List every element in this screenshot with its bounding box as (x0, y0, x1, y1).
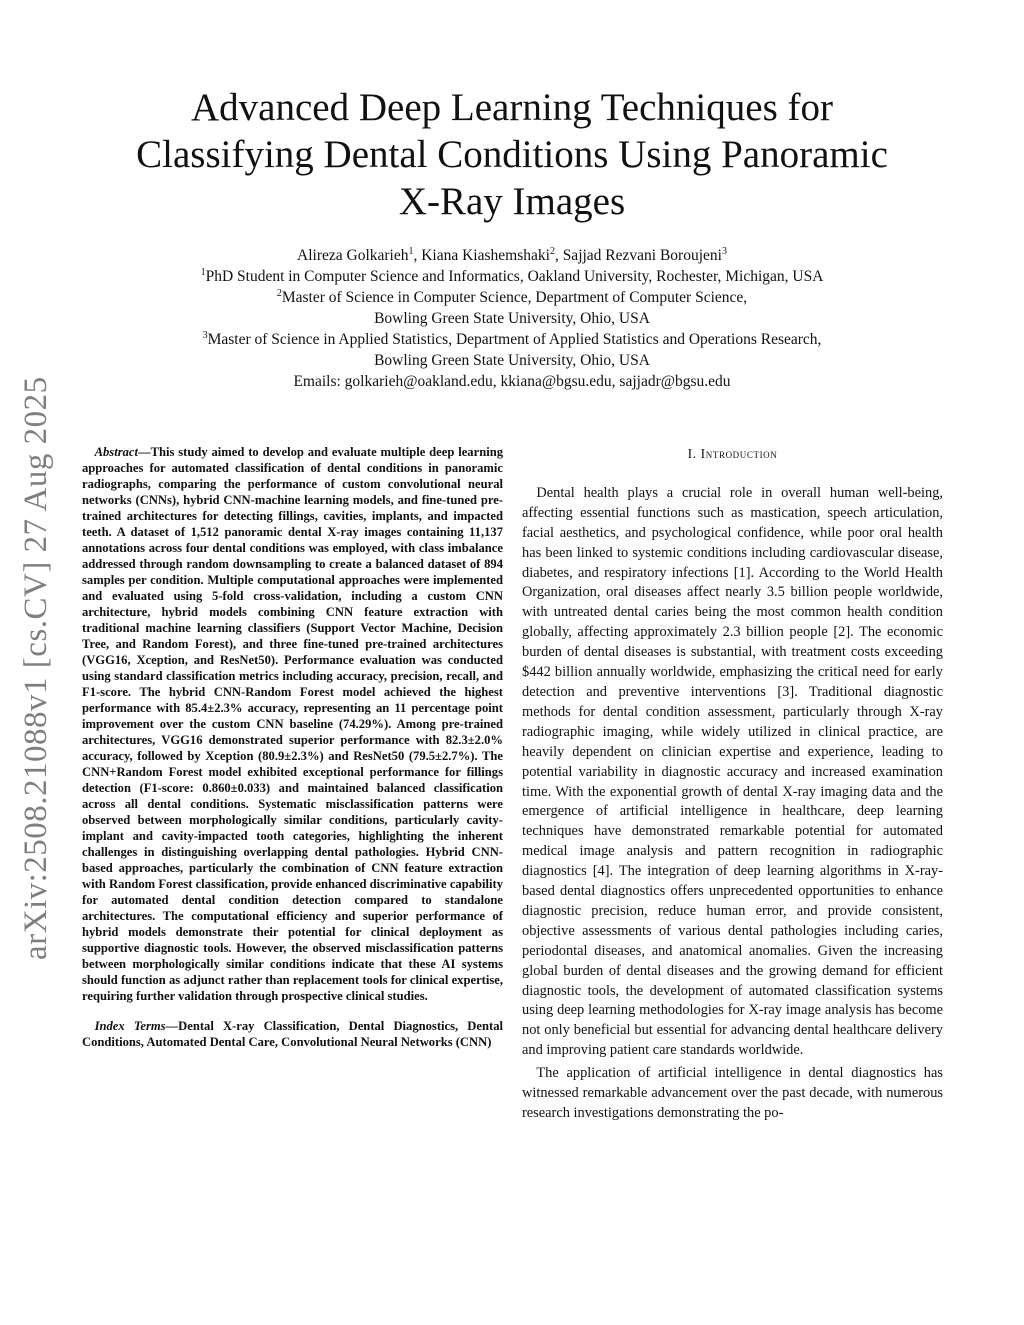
abstract-column (82, 444, 503, 1050)
affiliation-text: Master of Science in Computer Science, Department of Computer Science, (281, 289, 748, 306)
index-terms-text: Dental X-ray Classification, Dental Diagnostics, Dental Conditions, Automated Dental Care, Convolutional Neural Networks (CNN) (82, 1019, 503, 1049)
affiliation-mark: 1 (200, 266, 206, 278)
index-terms-label: Index Terms (94, 1019, 166, 1033)
author-emails: Emails: golkarieh@oakland.edu, kkiana@bgsu.edu, sajjadr@bgsu.edu (293, 373, 731, 390)
affiliation-2 (100, 287, 924, 308)
abstract-dash: — (137, 445, 151, 459)
index-terms (82, 1018, 503, 1050)
author-affiliation-mark: 3 (721, 245, 727, 257)
arxiv-identifier: arXiv:2508.21088v1 [cs.CV] 27 Aug 2025 (18, 376, 54, 960)
author-affiliation-mark: 1 (408, 245, 414, 257)
paper-title (80, 84, 944, 225)
affiliation-3 (100, 329, 924, 350)
title-line: X-Ray Images (398, 180, 626, 223)
abstract-text: This study aimed to develop and evaluate multiple deep learning approaches for automated classification of dental conditions in panoramic radiographs, comparing the performance of custom convolutional neural networks (CNNs), hybrid CNN-machine learning models, and fine-tuned pre-trained architectures for detecting fillings, cavities, implants, and impacted teeth. A dataset of 1,512 panoramic dental X-ray images containing 11,137 annotations across four dental conditions was employed, with class imbalance addressed through random downsampling to create a balanced dataset of 894 samples per condition. Multiple computational approaches were implemented and evaluated using 5-fold cross-validation, including a custom CNN architecture, hybrid models combining CNN feature extraction with traditional machine learning classifiers (Support Vector Machine, Decision Tree, and Random Forest), and three fine-tuned pre-trained architectures (VGG16, Xception, and ResNet50). Performance evaluation was conducted using standard classification metrics including accuracy, precision, recall, and F1-score. The hybrid CNN-Random Forest model achieved the highest performance with 85.4±2.3% accuracy, representing an 11 percentage point improvement over the custom CNN baseline (74.29%). Among pre-trained architectures, VGG16 demonstrated superior performance with 82.3±2.0% accuracy, followed by Xception (80.9±2.3%) and ResNet50 (79.5±2.7%). The CNN+Random Forest model exhibited exceptional performance for fillings detection (F1-score: 0.860±0.033) and maintained balanced classification across all dental conditions. Systematic misclassification patterns were observed between morphologically similar conditions, particularly cavity-implant and cavity-impacted tooth categories, highlighting the inherent challenges in distinguishing overlapping dental pathologies. Hybrid CNN-based approaches, particularly the combination of CNN feature extraction with Random Forest classification, provide enhanced discriminative capability for automated dental condition detection compared to standalone architectures. The computational efficiency and superior performance of hybrid models demonstrate their potential for clinical deployment as supportive diagnostic tools. However, the observed misclassification patterns between morphologically similar conditions indicate that these AI systems should function as adjunct rather than replacement tools for clinical expertise, requiring further validation through prospective clinical studies. (82, 445, 503, 1003)
index-terms-dash: — (165, 1019, 179, 1033)
affiliation-text: Master of Science in Applied Statistics, Department of Applied Statistics and Operations Research, (207, 331, 822, 348)
author-name: Kiana Kiashemshaki (421, 247, 550, 264)
title-line: Classifying Dental Conditions Using Panoramic (136, 133, 888, 176)
abstract-label: Abstract (94, 445, 138, 459)
abstract (82, 444, 503, 1004)
affiliation-mark: 2 (276, 287, 282, 299)
affiliation-1 (100, 266, 924, 287)
affiliation-3-continued: Bowling Green State University, Ohio, USA (374, 352, 650, 369)
affiliation-2-continued: Bowling Green State University, Ohio, USA (374, 310, 650, 327)
author-block (100, 245, 924, 392)
title-line: Advanced Deep Learning Techniques for (191, 86, 833, 129)
author-names: Alireza Golkarieh$^1$, Kiana Kiashemshaki$^2$, Sajjad Rezvani Boroujeni$^3$ (297, 245, 727, 264)
author-name: Sajjad Rezvani Boroujeni (562, 247, 722, 264)
section-heading-introduction: I. Introduction (687, 446, 778, 461)
introduction-column (522, 444, 943, 1124)
author-name: Alireza Golkarieh (297, 247, 409, 264)
paragraph: The application of artificial intelligence in dental diagnostics has witnessed remarkable advancement over the past decade, with numerous research investigations demonstrating the po- (522, 1065, 943, 1121)
affiliation-text: PhD Student in Computer Science and Informatics, Oakland University, Rochester, Michigan, USA (205, 268, 824, 285)
author-affiliation-mark: 2 (549, 245, 555, 257)
affiliation-mark: 3 (202, 329, 208, 341)
paragraph: Dental health plays a crucial role in overall human well-being, affecting essential functions such as mastication, speech articulation, facial aesthetics, and psychological confidence, while poor oral health has been linked to systemic conditions including cardiovascular disease, diabetes, and respiratory infections [1]. According to the World Health Organization, oral diseases affect nearly 3.5 billion people worldwide, with untreated dental caries being the most common health condition globally, affecting approximately 2.3 billion people [2]. The economic burden of dental diseases is substantial, with treatment costs exceeding $442 billion annually worldwide, emphasizing the critical need for early detection and preventive interventions [3]. Traditional diagnostic methods for dental condition assessment, particularly through X-ray radiographic imaging, while widely utilized in clinical practice, are heavily dependent on clinician expertise and experience, leading to potential variability in diagnostic accuracy and increased examination time. With the exponential growth of dental X-ray imaging data and the emergence of artificial intelligence in healthcare, deep learning techniques have demonstrated remarkable potential for automated medical image analysis and pattern recognition in radiographic diagnostics [4]. The integration of deep learning algorithms in X-ray-based dental diagnostics offers unprecedented opportunities to enhance diagnostic precision, reduce human error, and provide consistent, objective assessments of various dental pathologies including caries, periodontal diseases, and anatomical anomalies. Given the increasing global burden of dental diseases and the growing demand for efficient diagnostic tools, the development of automated classification systems using deep learning methodologies for X-ray image analysis has become not only beneficial but essential for advancing dental healthcare delivery and improving patient care standards worldwide. (522, 484, 943, 1059)
